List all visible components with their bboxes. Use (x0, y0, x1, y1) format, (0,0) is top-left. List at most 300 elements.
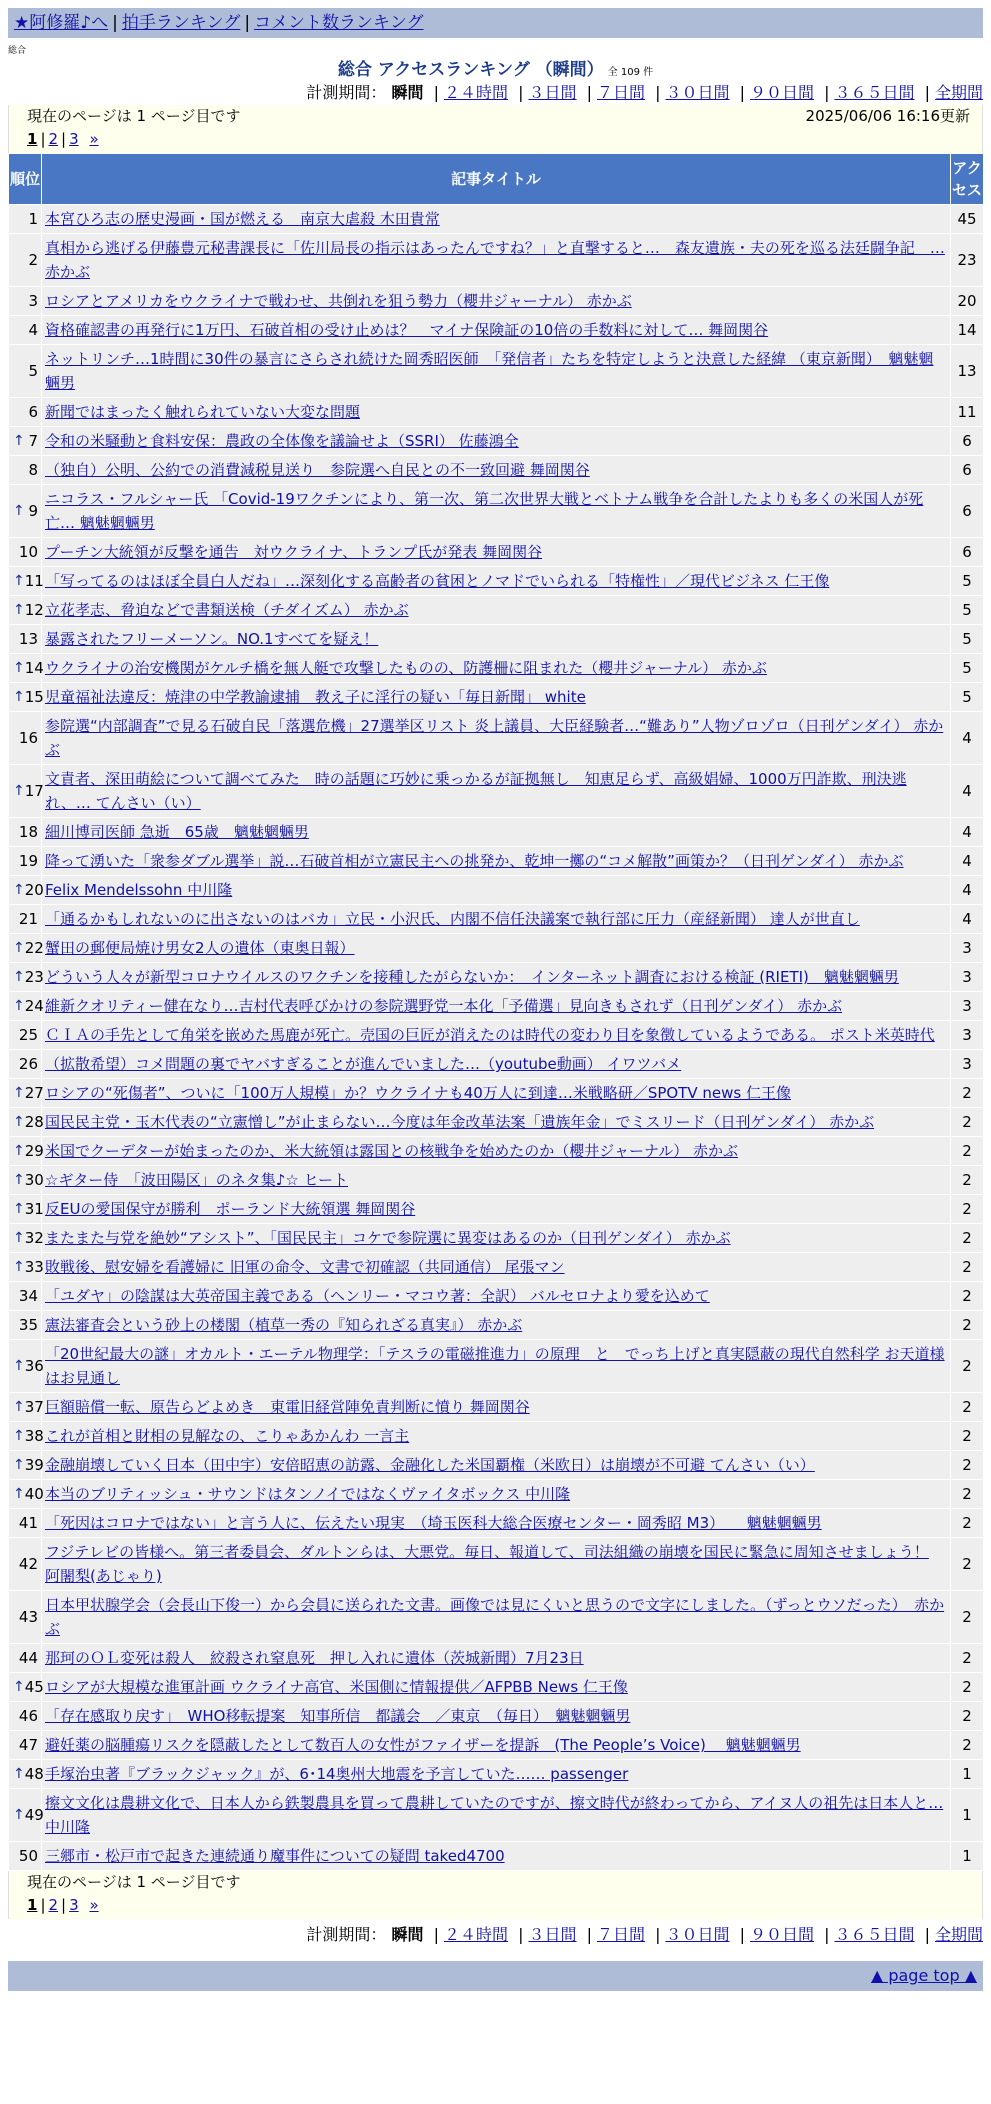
rank-number: 29 (24, 1142, 44, 1160)
article-title-link[interactable]: 憲法審査会という砂上の楼閣（植草一秀の『知られざる真実』） 赤かぶ (45, 1316, 523, 1334)
access-count: 5 (951, 654, 984, 683)
pager-link-3-bottom[interactable]: 3 (69, 1896, 79, 1914)
rank-number: 9 (28, 502, 38, 520)
title-cell (42, 485, 951, 538)
rank-up-arrow-icon: ↑ (13, 1807, 25, 1823)
rank-number: 38 (24, 1427, 44, 1445)
pager-top (8, 105, 983, 153)
rank-number: 12 (24, 601, 44, 619)
access-count: 6 (951, 538, 984, 567)
title-cell (42, 398, 951, 427)
article-title-link[interactable]: 蟹田の郵便局焼け男女2人の遺体（東奥日報） (45, 939, 355, 957)
title-cell (42, 1137, 951, 1166)
period-selector-top (0, 81, 983, 105)
article-title-link[interactable]: 細川博司医師 急逝 65歳 魑魅魍魎男 (45, 823, 309, 841)
rank-cell (9, 316, 42, 345)
period-sep: | (924, 1925, 930, 1944)
rank-cell (9, 1195, 42, 1224)
rank-number: 18 (18, 823, 38, 841)
rank-cell (9, 992, 42, 1021)
period-link-90d[interactable]: ９０日間 (749, 83, 814, 102)
rank-cell (9, 427, 42, 456)
access-count: 2 (951, 1166, 984, 1195)
page-status: 現在のページは 1 ページ目です (27, 107, 241, 125)
period-sep: | (586, 83, 592, 102)
period-link-all[interactable]: 全期間 (934, 83, 983, 102)
rank-number: 31 (24, 1200, 44, 1218)
pager-next-link-bottom[interactable]: » (89, 1896, 99, 1914)
access-count: 2 (951, 1253, 984, 1282)
table-row (9, 876, 984, 905)
article-title-link[interactable]: これが首相と財相の見解なの、こりゃあかんわ 一言主 (45, 1427, 410, 1445)
period-link-30d[interactable]: ３０日間 (665, 83, 730, 102)
title-cell (42, 1282, 951, 1311)
title-cell (42, 1050, 951, 1079)
access-count: 3 (951, 963, 984, 992)
rank-number: 2 (28, 251, 38, 269)
table-row (9, 992, 984, 1021)
access-count: 13 (951, 345, 984, 398)
access-count: 6 (951, 427, 984, 456)
title-cell (42, 596, 951, 625)
total-count: 全 109 件 (607, 67, 654, 78)
rank-number: 30 (24, 1171, 44, 1189)
article-title-link[interactable]: ＣＩＡの手先として角栄を嵌めた馬鹿が死亡。売国の巨匠が消えたのは時代の変わり目を象徴しているようである。 ポスト米英時代 (45, 1026, 935, 1044)
rank-number: 8 (28, 461, 38, 479)
access-count: 2 (951, 1702, 984, 1731)
table-row (9, 1340, 984, 1393)
rank-number: 34 (18, 1287, 38, 1305)
table-row (9, 818, 984, 847)
table-row (9, 934, 984, 963)
title-cell (42, 963, 951, 992)
table-row (9, 1253, 984, 1282)
title-cell (42, 427, 951, 456)
title-cell (42, 765, 951, 818)
rank-cell (9, 398, 42, 427)
title-cell (42, 1451, 951, 1480)
title-cell (42, 1166, 951, 1195)
article-title-link[interactable]: 維新クオリティー健在なり…吉村代表呼びかけの参院選野党一本化「予備選」見向きもされず（日刊ゲンダイ） 赤かぶ (45, 997, 843, 1015)
article-title-link[interactable]: 参院選“内部調査”で見る石破自民「落選危機」27選挙区リスト 炎上議員、大臣経験者…“難あり”人物ゾロゾロ（日刊ゲンダイ） 赤かぶ (45, 717, 944, 759)
period-link-365d-bottom[interactable]: ３６５日間 (834, 1925, 915, 1944)
title-cell (42, 1644, 951, 1673)
rank-cell (9, 1591, 42, 1644)
col-header-access: アクセス (951, 154, 984, 205)
table-row (9, 963, 984, 992)
title-cell (42, 1311, 951, 1340)
title-cell (42, 1789, 951, 1842)
rank-number: 21 (18, 910, 38, 928)
access-count: 4 (951, 712, 984, 765)
rank-up-arrow-icon: ↑ (13, 689, 25, 705)
article-title-link[interactable]: 「死因はコロナではない」と言う人に、伝えたい現実 （埼玉医科大総合医療センター・岡秀昭 M3） 魑魅魍魎男 (45, 1514, 822, 1532)
article-title-link[interactable]: 反EUの愛国保守が勝利 ポーランド大統領選 舞岡関谷 (45, 1200, 416, 1218)
table-row (9, 1480, 984, 1509)
rank-number: 1 (28, 210, 38, 228)
nav-separator: | (244, 13, 251, 33)
table-row (9, 538, 984, 567)
period-link-24h-bottom[interactable]: ２４時間 (443, 1925, 508, 1944)
article-title-link[interactable]: 真相から逃げる伊藤豊元秘書課長に「佐川局長の指示はあったんですね？」と直撃すると… 森友遺族・夫の死を巡る法廷闘争記 … 赤かぶ (45, 239, 945, 281)
access-count: 2 (951, 1591, 984, 1644)
table-row (9, 654, 984, 683)
table-row (9, 345, 984, 398)
rank-cell (9, 1422, 42, 1451)
title-cell (42, 625, 951, 654)
access-count: 4 (951, 876, 984, 905)
table-row (9, 316, 984, 345)
pager-link-3[interactable]: 3 (69, 130, 79, 148)
rank-number: 6 (28, 403, 38, 421)
period-sep: | (824, 83, 830, 102)
rank-number: 22 (24, 939, 44, 957)
rank-number: 50 (18, 1847, 38, 1865)
rank-number: 24 (24, 997, 44, 1015)
table-row (9, 1021, 984, 1050)
table-row (9, 683, 984, 712)
rank-number: 41 (18, 1514, 38, 1532)
table-row (9, 287, 984, 316)
rank-cell (9, 1108, 42, 1137)
rank-up-arrow-icon: ↑ (13, 1259, 25, 1275)
article-title-link[interactable]: 暴露されたフリーメーソン。NO.1すべてを疑え！ (45, 630, 379, 648)
rank-number: 27 (24, 1084, 44, 1102)
article-title-link[interactable]: 立花孝志、脅迫などで書類送検（チダイズム） 赤かぶ (45, 601, 409, 619)
access-count: 2 (951, 1224, 984, 1253)
title-cell (42, 654, 951, 683)
access-count: 4 (951, 905, 984, 934)
access-count: 3 (951, 992, 984, 1021)
article-title-link[interactable]: またまた与党を絶妙“アシスト”、「国民民主」コケで参院選に異変はあるのか（日刊ゲンダイ） 赤かぶ (45, 1229, 731, 1247)
rank-cell (9, 234, 42, 287)
pager-sep: | (61, 130, 67, 148)
article-title-link[interactable]: （拡散希望）コメ問題の裏でヤバすぎることが進んでいました…（youtube動画） イワツバメ (45, 1055, 682, 1073)
rank-cell (9, 1079, 42, 1108)
pager-next-link[interactable]: » (89, 130, 99, 148)
pager-bottom (8, 1871, 983, 1919)
rank-number: 40 (24, 1485, 44, 1503)
nav-link-comment-ranking[interactable]: コメント数ランキング (254, 13, 424, 33)
article-title-link[interactable]: （独自）公明、公約での消費減税見送り 参院選へ自民との不一致回避 舞岡関谷 (45, 461, 590, 479)
pager-current-page-bottom: 1 (27, 1896, 38, 1914)
table-row (9, 1509, 984, 1538)
rank-up-arrow-icon: ↑ (13, 1457, 25, 1473)
nav-separator: | (112, 13, 118, 33)
article-title-link[interactable]: ロシアとアメリカをウクライナで戦わせ、共倒れを狙う勢力（櫻井ジャーナル） 赤かぶ (45, 292, 632, 310)
rank-number: 42 (18, 1555, 38, 1573)
period-link-7d-bottom[interactable]: ７日間 (596, 1925, 645, 1944)
table-row (9, 1050, 984, 1079)
rank-number: 28 (24, 1113, 44, 1131)
period-link-3d[interactable]: ３日間 (528, 83, 577, 102)
article-title-link[interactable]: ☆ギター侍 「波田陽区」のネタ集♪☆ ヒート (45, 1171, 348, 1189)
period-sep: | (586, 1925, 592, 1944)
access-count: 3 (951, 1050, 984, 1079)
rank-cell (9, 1166, 42, 1195)
title-cell (42, 1340, 951, 1393)
rank-cell (9, 1021, 42, 1050)
period-sep: | (739, 1925, 745, 1944)
article-title-link[interactable]: フジテレビの皆様へ。第三者委員会、ダルトンらは、大悪党。毎日、報道して、司法組織の崩壊を国民に緊急に周知させましょう！ 阿闍梨(あじゃり) (45, 1543, 929, 1585)
article-title-link[interactable]: 「ユダヤ」の陰謀は大英帝国主義である（ヘンリー・マコウ著：全訳） バルセロナより愛を込めて (45, 1287, 710, 1305)
rank-cell (9, 345, 42, 398)
table-row (9, 847, 984, 876)
table-row (9, 1702, 984, 1731)
table-row (9, 1393, 984, 1422)
article-title-link[interactable]: 金融崩壊していく日本（田中宇）安倍昭恵の訪露、金融化した米国覇権（米欧日）は崩壊が不可避 てんさい（い） (45, 1456, 815, 1474)
table-row (9, 1673, 984, 1702)
article-title-link[interactable]: 降って湧いた「衆参ダブル選挙」説…石破首相が立憲民主への挑発か、乾坤一擲の“コメ解散”画策か？（日刊ゲンダイ） 赤かぶ (45, 852, 904, 870)
rank-up-arrow-icon: ↑ (13, 1766, 25, 1782)
table-row (9, 1422, 984, 1451)
period-current-bottom: 瞬間 (391, 1925, 424, 1944)
period-sep: | (655, 1925, 661, 1944)
title-cell (42, 234, 951, 287)
rank-cell (9, 1673, 42, 1702)
article-title-link[interactable]: 「写ってるのはほぼ全員白人だね」…深刻化する高齢者の貧困とノマドでいられる「特権性」／現代ビジネス 仁王像 (45, 572, 830, 590)
rank-cell (9, 818, 42, 847)
period-link-7d[interactable]: ７日間 (596, 83, 645, 102)
title-cell (42, 1224, 951, 1253)
access-count: 2 (951, 1538, 984, 1591)
article-title-link[interactable]: ロシアが大規模な進軍計画 ウクライナ高官、米国側に情報提供／AFPBB News 仁王像 (45, 1678, 628, 1696)
nav-link-asyura[interactable]: ★阿修羅♪へ (14, 13, 109, 33)
access-count: 2 (951, 1195, 984, 1224)
access-count: 5 (951, 625, 984, 654)
rank-up-arrow-icon: ↑ (13, 660, 25, 676)
table-row (9, 1224, 984, 1253)
page-status-bottom: 現在のページは 1 ページ目です (27, 1873, 241, 1891)
title-cell (42, 818, 951, 847)
table-row (9, 1137, 984, 1166)
period-selector-bottom (0, 1923, 983, 1947)
period-link-24h[interactable]: ２４時間 (443, 83, 508, 102)
rank-cell (9, 765, 42, 818)
rank-number: 25 (18, 1026, 38, 1044)
article-title-link[interactable]: 巨額賠償一転、原告らどよめき 東電旧経営陣免責判断に憤り 舞岡関谷 (45, 1398, 530, 1416)
rank-number: 45 (24, 1678, 44, 1696)
period-link-30d-bottom[interactable]: ３０日間 (665, 1925, 730, 1944)
rank-cell (9, 596, 42, 625)
table-row (9, 398, 984, 427)
rank-cell (9, 1393, 42, 1422)
access-count: 23 (951, 234, 984, 287)
table-row (9, 1282, 984, 1311)
article-title-link[interactable]: 米国でクーデターが始まったのか、米大統領は露国との核戦争を始めたのか（櫻井ジャーナル） 赤かぶ (45, 1142, 738, 1160)
access-count: 6 (951, 456, 984, 485)
pager-current-page: 1 (27, 130, 38, 148)
rank-up-arrow-icon: ↑ (13, 573, 25, 589)
rank-up-arrow-icon: ↑ (13, 1114, 25, 1130)
rank-number: 35 (18, 1316, 38, 1334)
updated-timestamp: 2025/06/06 16:16更新 (805, 107, 970, 125)
table-row (9, 205, 984, 234)
article-title-link[interactable]: 「通るかもしれないのに出さないのはバカ」立民・小沢氏、内閣不信任決議案で執行部に圧力（産経新聞） 達人が世直し (45, 910, 860, 928)
title-cell (42, 205, 951, 234)
title-cell (42, 1480, 951, 1509)
rank-number: 15 (24, 688, 44, 706)
access-count: 2 (951, 1451, 984, 1480)
access-count: 2 (951, 1393, 984, 1422)
table-row (9, 234, 984, 287)
rank-cell (9, 1644, 42, 1673)
title-cell (42, 905, 951, 934)
table-row (9, 1731, 984, 1760)
pager-sep: | (40, 130, 46, 148)
access-count: 20 (951, 287, 984, 316)
title-cell (42, 1422, 951, 1451)
table-row (9, 1195, 984, 1224)
pager-link-2-bottom[interactable]: 2 (48, 1896, 59, 1914)
footer-bar (8, 1961, 983, 1991)
title-cell (42, 1108, 951, 1137)
period-label-bottom: 計測期間： (306, 1925, 387, 1944)
rank-up-arrow-icon: ↑ (13, 1679, 25, 1695)
access-count: 6 (951, 485, 984, 538)
article-title-link[interactable]: どういう人々が新型コロナウイルスのワクチンを接種したがらないか： インターネット調査における検証 (RIETI) 魑魅魍魎男 (45, 968, 899, 986)
page-top-link[interactable]: ▲ page top ▲ (870, 1966, 977, 1985)
article-title-link[interactable]: ロシアの“死傷者”、ついに「100万人規模」か？ウクライナも40万人に到達…米戦略研／SPOTV news 仁王像 (45, 1084, 791, 1102)
table-row (9, 1842, 984, 1871)
page-title: 総合 アクセスランキング （瞬間） (337, 60, 604, 80)
access-count: 2 (951, 1311, 984, 1340)
article-title-link[interactable]: 国民民主党・玉木代表の“立憲憎し”が止まらない…今度は年金改革法案「遺族年金」でミスリード（日刊ゲンダイ） 赤かぶ (45, 1113, 875, 1131)
article-title-link[interactable]: 敗戦後、慰安婦を看護婦に 旧軍の命令、文書で初確認（共同通信） 尾張マン (45, 1258, 565, 1276)
article-title-link[interactable]: 擦文文化は農耕文化で、日本人から鉄製農具を買って農耕していたのですが、擦文時代が終わってから、アイヌ人の祖先は日本人と… 中川隆 (45, 1794, 944, 1836)
title-cell (42, 1538, 951, 1591)
title-cell (42, 1021, 951, 1050)
rank-number: 16 (18, 729, 38, 747)
period-link-3d-bottom[interactable]: ３日間 (528, 1925, 577, 1944)
nav-link-clap-ranking[interactable]: 拍手ランキング (121, 13, 241, 33)
table-row (9, 1311, 984, 1340)
rank-cell (9, 1050, 42, 1079)
rank-number: 43 (18, 1608, 38, 1626)
article-title-link[interactable]: Felix Mendelssohn 中川隆 (45, 881, 233, 899)
rank-number: 47 (18, 1736, 38, 1754)
pager-sep (79, 130, 90, 148)
article-title-link[interactable]: 手塚治虫著『ブラックジャック』が、6･14奥州大地震を予言していた…… passenger (45, 1765, 629, 1783)
article-title-link[interactable]: 資格確認書の再発行に1万円、石破首相の受け止めは？ マイナ保険証の10倍の手数料に対して… 舞岡関谷 (45, 321, 769, 339)
table-row (9, 596, 984, 625)
rank-cell (9, 485, 42, 538)
table-row (9, 712, 984, 765)
article-title-link[interactable]: 避妊薬の脳腫瘍リスクを隠蔽したとして数百人の女性がファイザーを提訴 (The People’s Voice) 魑魅魍魎男 (45, 1736, 801, 1754)
period-sep: | (655, 83, 661, 102)
table-row (9, 456, 984, 485)
access-count: 2 (951, 1731, 984, 1760)
access-count: 5 (951, 683, 984, 712)
article-title-link[interactable]: 文責者、深田萌絵について調べてみた 時の話題に巧妙に乗っかるが証拠無し 知恵足らず、高級娼婦、1000万円詐欺、刑決逃れ、… てんさい（い） (45, 770, 907, 812)
rank-cell (9, 1253, 42, 1282)
title-cell (42, 1079, 951, 1108)
access-count: 11 (951, 398, 984, 427)
access-count: 1 (951, 1789, 984, 1842)
article-title-link[interactable]: 新聞ではまったく触れられていない大変な問題 (45, 403, 361, 421)
pager-link-2[interactable]: 2 (48, 130, 59, 148)
rank-number: 14 (24, 659, 44, 677)
article-title-link[interactable]: 三郷市・松戸市で起きた連続通り魔事件についての疑問 taked4700 (45, 1847, 505, 1865)
article-title-link[interactable]: 「20世紀最大の謎」オカルト・エーテル物理学：「テスラの電磁推進力」の原理 と でっち上げと真実隠蔽の現代自然科学 お天道様はお見通し (45, 1345, 945, 1387)
table-row (9, 1166, 984, 1195)
ranking-table-body (9, 205, 984, 1871)
period-link-365d[interactable]: ３６５日間 (834, 83, 915, 102)
access-count: 1 (951, 1842, 984, 1871)
period-sep: | (518, 1925, 524, 1944)
rank-cell (9, 287, 42, 316)
title-cell (42, 316, 951, 345)
access-count: 2 (951, 1079, 984, 1108)
rank-cell (9, 1282, 42, 1311)
rank-number: 39 (24, 1456, 44, 1474)
article-title-link[interactable]: 令和の米騒動と食料安保：農政の全体像を議論せよ（SSRI） 佐藤鴻全 (45, 432, 519, 450)
article-title-link[interactable]: プーチン大統領が反撃を通告 対ウクライナ、トランプ氏が発表 舞岡関谷 (45, 543, 543, 561)
rank-up-arrow-icon: ↑ (13, 1085, 25, 1101)
rank-up-arrow-icon: ↑ (13, 1172, 25, 1188)
top-nav-bar (8, 8, 983, 38)
article-title-link[interactable]: 児童福祉法違反：焼津の中学教諭逮捕 教え子に淫行の疑い「毎日新聞」 white (45, 688, 586, 706)
rank-cell (9, 1480, 42, 1509)
period-sep: | (433, 83, 439, 102)
access-count: 3 (951, 1021, 984, 1050)
rank-number: 5 (28, 362, 38, 380)
article-title-link[interactable]: 日本甲状腺学会（会長山下俊一）から会員に送られた文書。画像では見にくいと思うので文字にしました。（ずっとウソだった） 赤かぶ (45, 1596, 945, 1638)
rank-cell (9, 847, 42, 876)
rank-number: 36 (24, 1357, 44, 1375)
article-title-link[interactable]: ウクライナの治安機関がケルチ橋を無人艇で攻撃したものの、防護柵に阻まれた（櫻井ジャーナル） 赤かぶ (45, 659, 767, 677)
table-row (9, 1108, 984, 1137)
access-count: 4 (951, 818, 984, 847)
rank-cell (9, 567, 42, 596)
rank-number: 23 (24, 968, 44, 986)
table-row (9, 1591, 984, 1644)
title-cell (42, 456, 951, 485)
title-cell (42, 847, 951, 876)
article-title-link[interactable]: 「存在感取り戻す」 WHO移転提案 知事所信 都議会 ／東京 （毎日） 魑魅魍魎男 (45, 1707, 631, 1725)
pager-sep: | (40, 1896, 46, 1914)
rank-cell (9, 683, 42, 712)
title-cell (42, 1702, 951, 1731)
pager-sep (79, 1896, 90, 1914)
title-cell (42, 1731, 951, 1760)
period-link-all-bottom[interactable]: 全期間 (934, 1925, 983, 1944)
ranking-table (8, 153, 984, 1871)
article-title-link[interactable]: ネットリンチ…1時間に30件の暴言にさらされ続けた岡秀昭医師 「発信者」たちを特定しようと決意した経緯 （東京新聞） 魑魅魍魎男 (45, 350, 934, 392)
access-count: 5 (951, 567, 984, 596)
table-row (9, 765, 984, 818)
title-cell (42, 712, 951, 765)
rank-cell (9, 1137, 42, 1166)
article-title-link[interactable]: 那珂のＯＬ変死は殺人 絞殺され窒息死 押し入れに遺体（茨城新聞）7月23日 (45, 1649, 584, 1667)
access-count: 2 (951, 1137, 984, 1166)
title-cell (42, 1195, 951, 1224)
period-label: 計測期間： (306, 83, 387, 102)
article-title-link[interactable]: 本当のブリティッシュ・サウンドはタンノイではなくヴァイタボックス 中川隆 (45, 1485, 571, 1503)
access-count: 2 (951, 1509, 984, 1538)
rank-number: 7 (28, 432, 38, 450)
rank-cell (9, 1311, 42, 1340)
rank-number: 37 (24, 1398, 44, 1416)
rank-number: 20 (24, 881, 44, 899)
rank-cell (9, 1731, 42, 1760)
period-link-90d-bottom[interactable]: ９０日間 (749, 1925, 814, 1944)
article-title-link[interactable]: ニコラス・フルシャー氏 「Covid-19ワクチンにより、第一次、第二次世界大戦とベトナム戦争を合計したよりも多くの米国人が死亡… 魑魅魍魎男 (45, 490, 924, 532)
title-cell (42, 992, 951, 1021)
article-title-link[interactable]: 本宮ひろ志の歴史漫画・国が燃える 南京大虐殺 木田貴常 (45, 210, 440, 228)
title-cell (42, 1253, 951, 1282)
table-row (9, 905, 984, 934)
